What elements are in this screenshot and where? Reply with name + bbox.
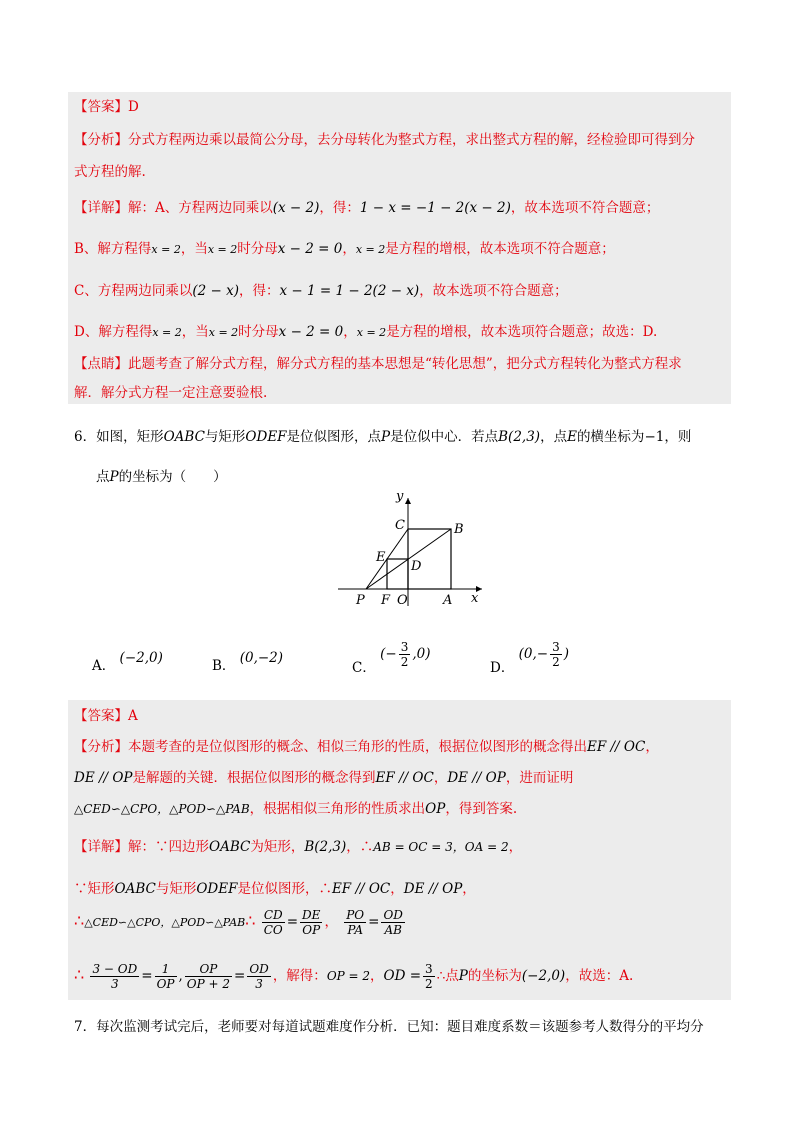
text: ∴点: [436, 968, 459, 984]
text: ∵矩形: [74, 881, 115, 897]
numerator: OD: [249, 962, 269, 976]
math: DE // OP: [74, 770, 133, 786]
analysis-tag: 【分析】: [74, 132, 128, 148]
text: ，得：: [238, 283, 280, 299]
label-b: B: [454, 522, 464, 537]
fraction: [300, 908, 322, 937]
numerator: PO: [346, 908, 365, 922]
q6-option-c[interactable]: [352, 640, 431, 676]
text: 为矩形，: [250, 839, 305, 855]
numerator: 3: [552, 640, 560, 654]
q6-detail-line-1: [74, 838, 522, 856]
math: DE // OP: [403, 881, 463, 897]
text: ，: [370, 968, 384, 984]
option-letter: D．: [490, 660, 515, 676]
text: 是解题的关键．根据位似图形的概念得到: [132, 770, 376, 786]
fraction: [381, 908, 404, 937]
text: ，: [462, 881, 476, 897]
text: ，故本选项不符合题意；: [510, 200, 660, 216]
denominator: CO: [263, 923, 283, 937]
detail-tag: 【详解】: [74, 839, 128, 855]
denominator: OP + 2: [186, 977, 231, 991]
text: ，: [343, 324, 357, 340]
math: B(2,3): [304, 839, 347, 855]
math: x = 2: [355, 243, 386, 256]
denominator: OP: [156, 977, 175, 991]
q6-answer-line: [74, 707, 138, 725]
text: ，: [433, 770, 448, 786]
text: ∴: [74, 911, 85, 930]
math: ODEF: [245, 429, 287, 445]
option-letter: B．: [212, 658, 236, 674]
math: EF // OC: [587, 739, 646, 755]
math: (−2,0): [521, 968, 566, 984]
fraction: [550, 640, 562, 669]
math: OP: [425, 801, 446, 817]
label-a: A: [443, 593, 453, 608]
denominator: 3: [111, 977, 119, 991]
option-value: ): [563, 646, 570, 662]
q5-comment-line-2: [74, 384, 267, 402]
text: ，当: [181, 324, 209, 340]
q5-analysis-line-1: [74, 131, 695, 149]
text: ，: [390, 881, 404, 897]
fraction: [185, 962, 232, 991]
math: x − 2 = 0: [278, 324, 344, 340]
text: 是位似图形，∴: [237, 881, 332, 897]
math: x = 2: [207, 243, 238, 256]
denominator: PA: [347, 923, 364, 937]
q6-detail-line-2: [74, 880, 476, 898]
label-d: D: [411, 559, 422, 574]
math: B(2,3): [498, 429, 541, 445]
numerator: 1: [155, 962, 177, 977]
q5-comment-line-1: [74, 355, 682, 373]
text: C、方程两边同乘以: [74, 283, 193, 299]
math: x = 2: [151, 243, 181, 256]
q5-analysis-line-2: [74, 163, 146, 181]
answer-value: D: [128, 99, 139, 115]
option-letter: A．: [92, 658, 116, 674]
q6-option-d[interactable]: [490, 640, 570, 676]
q6-option-a[interactable]: [92, 650, 163, 674]
text: ，得到答案.: [445, 801, 518, 817]
comment-text: 解．解分式方程一定注意要验根.: [74, 385, 268, 401]
comment-tag: 【点睛】: [74, 356, 128, 372]
detail-tag: 【详解】: [74, 200, 128, 216]
label-f: F: [381, 593, 391, 608]
math: OD =: [383, 968, 422, 984]
math: ODEF: [196, 881, 238, 897]
answer-value: A: [128, 708, 138, 724]
math: (2 − x): [192, 283, 239, 299]
q6-stem-line-1: [74, 428, 691, 446]
numerator: OD: [383, 908, 403, 922]
text: 解：∵四边形: [128, 839, 209, 855]
text: ，得：: [319, 200, 360, 216]
label-o: O: [397, 593, 408, 608]
denominator: 2: [552, 655, 560, 669]
text: ，: [342, 241, 356, 257]
rect-odef: [387, 559, 408, 589]
text: 与矩形: [204, 429, 246, 445]
label-y: y: [396, 489, 404, 504]
q7-stem: [74, 1018, 704, 1036]
text: B、解方程得: [74, 241, 152, 257]
text: ∴: [245, 911, 256, 930]
text: ，∴: [346, 839, 374, 855]
fraction: [344, 908, 366, 937]
text: 是位似图形，点: [286, 429, 382, 445]
denominator: 2: [425, 977, 433, 991]
text: 6．如图，矩形: [74, 429, 164, 445]
math: OABC: [209, 839, 251, 855]
math: △CED∽△CPO，△POD∽△PAB: [84, 916, 246, 929]
q6-option-b[interactable]: [212, 650, 284, 674]
fraction: [90, 962, 139, 991]
q6-analysis-line-2: [74, 769, 573, 787]
option-value: (−2,0): [119, 650, 163, 666]
q5-detail-a: [74, 199, 659, 217]
text: 的坐标为: [467, 968, 522, 984]
text: ，解得：: [272, 968, 327, 984]
text: ，: [508, 839, 523, 855]
q5-detail-c: [74, 282, 568, 300]
text: 点: [96, 469, 110, 485]
q6-stem-line-2: [96, 468, 227, 486]
label-e: E: [376, 550, 386, 565]
option-value: ,0): [412, 646, 431, 662]
text: 本题考查的是位似图形的概念、相似三角形的性质，根据位似图形的概念得出: [128, 739, 587, 755]
numerator: 3: [400, 640, 409, 654]
text: 解：A、方程两边同乘以: [128, 200, 273, 216]
q6-figure: [330, 488, 490, 616]
analysis-tag: 【分析】: [74, 739, 128, 755]
fraction: [155, 962, 177, 991]
text: 时分母: [237, 241, 278, 257]
fraction: [423, 962, 435, 991]
q5-answer-line: [74, 98, 139, 116]
math: P: [381, 429, 391, 445]
math: △CED∽△CPO，△POD∽△PAB: [74, 802, 250, 816]
text: 是方程的增根，故本选项不符合题意；: [385, 241, 615, 257]
text: 时分母: [238, 324, 279, 340]
math: P: [109, 469, 119, 485]
math: OABC: [163, 429, 205, 445]
q7-stem-text: 7．每次监测考试完后，老师要对每道试题难度作分析．已知：题目难度系数＝该题参考人数得分的平均分: [74, 1019, 704, 1035]
math: −1: [644, 429, 665, 445]
answer-tag: 【答案】: [74, 99, 128, 115]
text: ，则: [664, 429, 692, 445]
math: 1 − x = −1 − 2(x − 2): [359, 200, 511, 216]
math: OP = 2: [326, 969, 371, 983]
text: ，当: [180, 241, 208, 257]
text: ，: [645, 739, 659, 755]
label-c: C: [395, 518, 405, 533]
text: ，进而证明: [505, 770, 574, 786]
q5-detail-b: [74, 240, 615, 259]
option-letter: C．: [352, 660, 376, 676]
denominator: AB: [384, 923, 402, 937]
answer-tag: 【答案】: [74, 708, 128, 724]
numerator: OP: [185, 962, 232, 977]
option-value: (0,−2): [239, 650, 284, 666]
math: x − 2 = 0: [277, 241, 343, 257]
text: ，故本选项不符合题意；: [419, 283, 568, 299]
label-x: x: [471, 591, 479, 606]
math: EF // OC: [375, 770, 434, 786]
analysis-text: 分式方程两边乘以最简公分母，去分母转化为整式方程，求出整式方程的解，经检验即可得到分: [128, 132, 695, 148]
q6-detail-line-3: ∴△CED∽△CPO，△POD∽△PAB∴ $\frac{CD}{CO}$ = $\frac{DE}{OP}$ ， $\frac{PO}{PA}$ = $\frac{OD}{AB}$: [74, 908, 403, 937]
text: 与矩形: [155, 881, 197, 897]
denominator: 3: [255, 977, 263, 991]
fraction: [262, 908, 285, 937]
numerator: CD: [262, 908, 285, 923]
option-value: (−: [380, 646, 397, 662]
math: AB = OC = 3，OA = 2: [373, 840, 509, 854]
fraction: [399, 640, 411, 669]
text: ∴: [74, 965, 85, 984]
q5-detail-d: [74, 323, 657, 342]
math: x = 2: [208, 326, 239, 339]
math: E: [567, 429, 577, 445]
math: OABC: [114, 881, 156, 897]
option-value: (0,−: [518, 646, 549, 662]
text: ，点: [540, 429, 568, 445]
analysis-text: 式方程的解.: [74, 164, 146, 180]
numerator: 3: [425, 962, 433, 976]
q6-analysis-line-3: [74, 800, 517, 818]
text: 的坐标为（ ）: [118, 469, 227, 485]
text: D、解方程得: [74, 324, 153, 340]
q6-analysis-line-1: [74, 738, 659, 756]
fraction: [247, 962, 270, 991]
comment-text: 此题考查了解分式方程，解分式方程的基本思想是“转化思想”，把分式方程转化为整式方程求: [128, 356, 682, 372]
numerator: DE: [302, 908, 321, 922]
math: (x − 2): [272, 200, 320, 216]
text: 是位似中心．若点: [390, 429, 499, 445]
label-p: P: [356, 593, 365, 608]
denominator: 2: [400, 655, 409, 669]
text: ，根据相似三角形的性质求出: [249, 801, 426, 817]
text: ，故选：A.: [565, 968, 634, 984]
numerator: 3 − OD: [92, 962, 138, 976]
q6-detail-line-4: ∴ $\frac{3 - OD}{3}$ = $\frac{1}{OP}$ , $\frac{OP}{OP + 2}$ = $\frac{OD}{3}$ ，解得：OP = 2，OD = $\frac{3}{2}$ ∴点P的坐标为(−2,0)，故选：A.: [74, 962, 634, 991]
math: P: [458, 968, 468, 984]
text: 的横坐标为: [576, 429, 645, 445]
math: DE // OP: [447, 770, 506, 786]
text: 是方程的增根，故本选项符合题意；故选：D.: [386, 324, 658, 340]
math: x = 2: [152, 326, 182, 339]
math: EF // OC: [331, 881, 391, 897]
denominator: OP: [302, 923, 321, 937]
math: x = 2: [356, 326, 387, 339]
math: x − 1 = 1 − 2(2 − x): [279, 283, 420, 299]
